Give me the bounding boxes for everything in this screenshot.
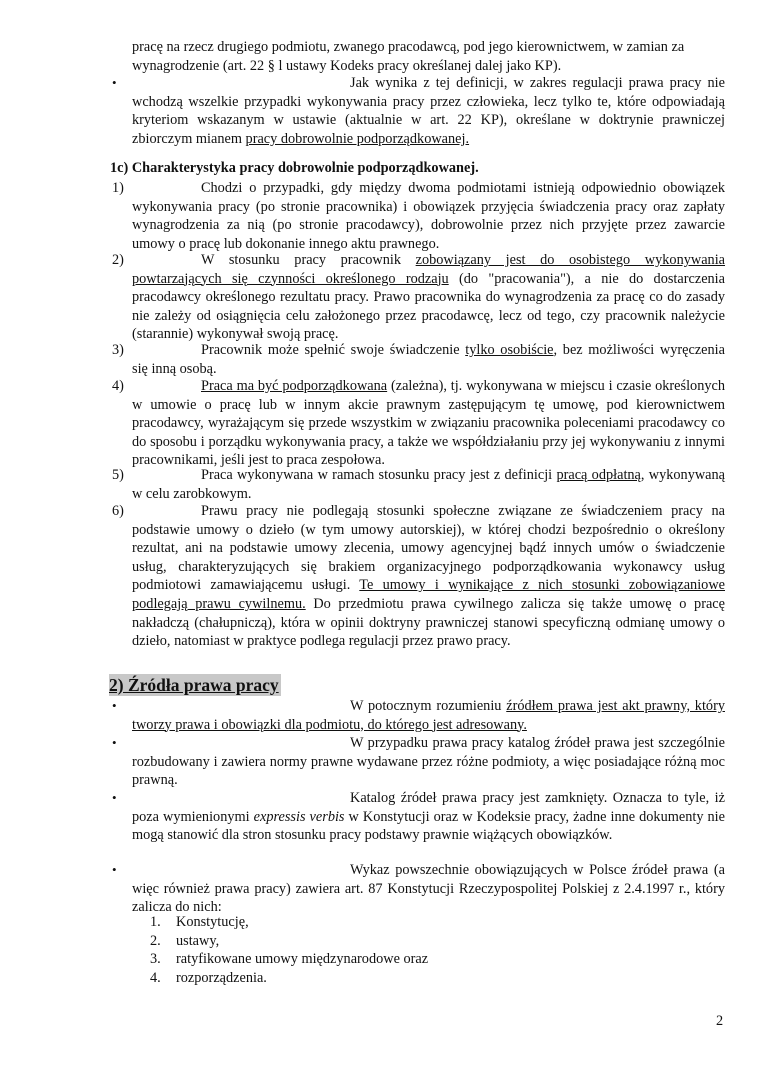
bullet-icon: • — [112, 790, 117, 805]
item-number: 3) — [112, 342, 124, 358]
sources-list — [150, 913, 428, 987]
bullet-icon: • — [112, 698, 117, 713]
list-item: 1. Konstytucję, — [150, 914, 249, 930]
list-item-1: Chodzi o przypadki, gdy między dwoma podmiotami istnieją odpowiednio obowiązek wykonywania pracy (po stronie pracownika) i obowiązek przyjęcia świadczenia pracy oraz zapłaty wynagrodzenia za nią (po stronie pracodawcy), dobrowolnie przez nich przyjęte przez zawarcie umowy o pracę lub dokonanie innego aktu prawnego. — [132, 180, 725, 252]
section-heading-2: 2) Źródła prawa pracy — [109, 675, 279, 695]
bullet-icon: • — [112, 862, 117, 877]
list-item: 4. rozporządzenia. — [150, 969, 267, 986]
list-item-3: Pracownik może spełnić swoje świadczenie tylko osobiście, bez możliwości wyręczenia się inną osobą. — [132, 342, 725, 377]
bullet-paragraph-source-definition: W potocznym rozumieniu źródłem prawa jest akt prawny, który tworzy prawa i obowiązki dla podmiotu, do którego jest adresowany. — [132, 698, 725, 733]
bullet-paragraph-definition: Jak wynika z tej definicji, w zakres regulacji prawa pracy nie wchodzą wszelkie przypadki wykonywania pracy przez człowieka, lecz tylko te, które odpowiadają kryteriom wskazanym w ustawie (aktualnie w art. 22 KP), określane w doktrynie prawniczej zbiorczym mianem pracy dobrowolnie podporządkowanej. — [132, 75, 725, 147]
section-heading-1c: 1c) Charakterystyka pracy dobrowolnie podporządkowanej. — [110, 160, 479, 176]
bullet-paragraph-constitution: Wykaz powszechnie obowiązujących w Polsce źródeł prawa (a więc również prawa pracy) zawiera art. 87 Konstytucji Rzeczypospolitej Polskiej z 2.4.1997 r., który zalicza do nich: — [132, 862, 725, 916]
bullet-paragraph-catalog: W przypadku prawa pracy katalog źródeł prawa jest szczególnie rozbudowany i zawiera normy prawne wydawane przez różne podmioty, a więc posiadające różną moc prawną. — [132, 735, 725, 789]
list-item-6: Prawu pracy nie podlegają stosunki społeczne związane ze świadczeniem pracy na podstawie umowy o dzieło (w tym umowy autorskiej), w której chodzi bezpośrednio o określony rezultat, ani na podstawie umowy zlecenia, umowy agencyjnej bądź innych umów o świadczenie usług, charakteryzujących się brakiem organizacyjnego podporządkowania wykonawcy usług podmiotowi zamawiającemu usługi. Te umowy i wynikające z nich stosunki zobowiązaniowe podlegają prawu cywilnemu. Do przedmiotu prawa cywilnego zalicza się także umowę o pracę nakładczą (chałupniczą), która w opinii doktryny prawniczej stanowi specyficzną odmianę umowy o dzieło, natomiast w praktyce podlega regulacji przez prawo pracy. — [132, 503, 725, 650]
item-number: 5) — [112, 467, 124, 483]
list-item-2: W stosunku pracy pracownik zobowiązany jest do osobistego wykonywania powtarzających się czynności określonego rodzaju (do "pracowania"), a nie do dostarczenia pracodawcy określonego rezultatu pracy. Prawo pracownika do wynagrodzenia za pracę co do zasady nie zależy od osiągnięcia celu założonego przez pracodawcę, lecz od tego, czy pracownik należycie (starannie) wykonywał swoją pracę. — [132, 252, 726, 343]
bullet-paragraph-closed-catalog: Katalog źródeł prawa pracy jest zamknięty. Oznacza to tyle, iż poza wymienionymi expressis verbis w Konstytucji oraz w Kodeksie pracy, żadne inne dokumenty nie mogą stanowić dla stron stosunku pracy podstawy prawnie wiążących obowiązków. — [132, 790, 725, 844]
list-item: 2. ustawy, — [150, 932, 220, 949]
item-number: 4) — [112, 378, 124, 394]
continuation-paragraph: pracę na rzecz drugiego podmiotu, zwanego pracodawcą, pod jego kierownictwem, w zamian za wynagrodzenie (art. 22 § l ustawy Kodeks pracy określanej dalej jako KP). — [132, 39, 685, 74]
item-number: 6) — [112, 503, 124, 519]
bullet-icon: • — [112, 75, 117, 90]
list-item-4: Praca ma być podporządkowana (zależna), tj. wykonywana w miejscu i czasie określonych w umowie o pracę lub w innym akcie prawnym zastępującym tę umowę, pod kierownictwem pracodawcy, wyrażającym się przede wszystkim w związaniu pracownika poleceniami pracodawcy co do sposobu i porządku wykonywania pracy, a także we współdziałaniu przy jej wykonywaniu z innymi pracownikami, jeśli jest to praca zespołowa. — [132, 378, 725, 469]
page-number: 2 — [716, 1013, 724, 1029]
item-number: 2) — [112, 252, 124, 268]
list-item: 3. ratyfikowane umowy międzynarodowe oraz — [150, 951, 429, 968]
item-number: 1) — [112, 180, 124, 196]
bullet-icon: • — [112, 735, 117, 750]
list-item-5: Praca wykonywana w ramach stosunku pracy jest z definicji pracą odpłatną, wykonywaną w celu zarobkowym. — [132, 467, 726, 502]
